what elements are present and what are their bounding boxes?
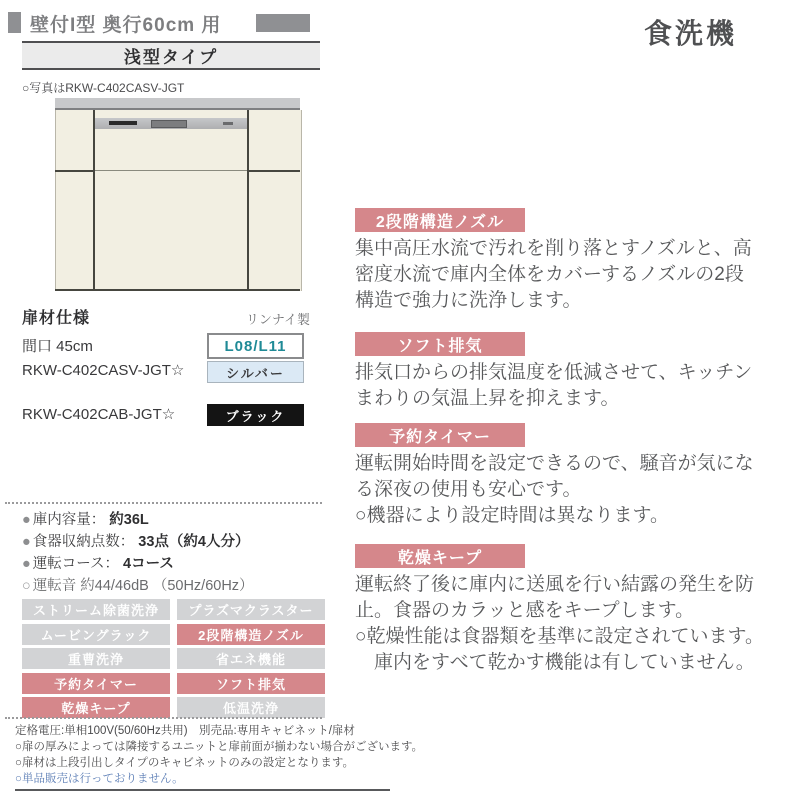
category-marker-square xyxy=(8,12,21,33)
color-badge-silver: シルバー xyxy=(207,361,304,383)
feature-tag-grid xyxy=(22,599,325,718)
control-handle xyxy=(151,120,187,128)
bullet-open-icon: ○ xyxy=(22,578,31,594)
spec-bullet-dishes xyxy=(22,531,327,553)
feature-badge-soft-exhaust: ソフト排気 xyxy=(355,332,525,356)
footnote-door-thickness: ○扉の厚みによっては隣接するユニットと扉前面が揃わない場合がございます。 xyxy=(15,741,424,753)
feature-badge-timer: 予約タイマー xyxy=(355,423,525,447)
page-title: 食洗機 xyxy=(644,18,738,49)
maker-label: リンナイ製 xyxy=(245,312,310,327)
width-label: 間口 45cm xyxy=(22,338,93,355)
category-bar xyxy=(256,14,310,32)
feature-tag-eco: 省エネ機能 xyxy=(177,648,325,669)
control-display xyxy=(109,121,137,125)
feature-text-line: 止。食器のカラッと感をキープします。 xyxy=(355,600,695,621)
feature-body-soft-exhaust xyxy=(355,360,800,412)
feature-tag-baking-soda: 重曹洗浄 xyxy=(22,648,170,669)
footnote-door-material: ○扉材は上段引出しタイプのキャビネットのみの設定となります。 xyxy=(15,757,354,769)
cabinet-gap-left xyxy=(93,110,95,291)
feature-text-line: 運転終了後に庫内に送風を行い結露の発生を防 xyxy=(355,574,755,595)
bottom-rule xyxy=(15,789,390,791)
footnote-block xyxy=(15,723,424,787)
spec-heading: 扉材仕様 xyxy=(22,310,91,327)
feature-text-line: 構造で強力に洗浄します。 xyxy=(355,290,582,311)
type-banner: 浅型タイプ xyxy=(22,41,320,70)
feature-text-line: る深夜の使用も安心です。 xyxy=(355,479,582,500)
dishwasher-door-seam xyxy=(95,170,247,171)
feature-body-dry-keep xyxy=(355,572,800,676)
feature-tag-stream-clean: ストリーム除菌洗浄 xyxy=(22,599,170,620)
dotted-divider-top xyxy=(5,502,322,504)
bullet-value: 33点（約4人分） xyxy=(138,534,250,550)
feature-text-line: 密度水流で庫内全体をカバーするノズルの2段 xyxy=(355,264,744,285)
left-drawer-seam xyxy=(55,170,93,172)
bullet-label: 食器収納点数： xyxy=(32,534,135,550)
feature-tag-dry-keep: 乾燥キープ xyxy=(22,697,170,718)
feature-tag-moving-rack: ムービングラック xyxy=(22,624,170,645)
bullet-label: 運転音 約44/46dB xyxy=(32,578,149,594)
category-label: 壁付I型 奥行60cm 用 xyxy=(30,15,222,36)
feature-tag-timer: 予約タイマー xyxy=(22,673,170,694)
feature-badge-2stage-nozzle: 2段階構造ノズル xyxy=(355,208,525,232)
cabinet-base-line xyxy=(55,289,300,291)
bullet-filled-icon: ● xyxy=(22,534,31,550)
feature-tag-plasmacluster: プラズマクラスター xyxy=(177,599,325,620)
feature-body-2stage-nozzle xyxy=(355,236,800,314)
feature-text-line: まわりの気温上昇を抑えます。 xyxy=(355,388,620,409)
color-badge-black: ブラック xyxy=(207,404,304,426)
countertop xyxy=(55,98,300,108)
spec-bullet-noise xyxy=(22,575,327,597)
feature-note-line: ○機器により設定時間は異なります。 xyxy=(355,505,669,526)
feature-note-line: ○乾燥性能は食器類を基準に設定されています。 xyxy=(355,626,764,647)
feature-text-line: 運転開始時間を設定できるので、騒音が気にな xyxy=(355,453,754,474)
photo-caption: ○写真はRKW-C402CASV-JGT xyxy=(22,81,185,95)
spec-bullet-courses xyxy=(22,553,327,575)
feature-tag-soft-exhaust: ソフト排気 xyxy=(177,673,325,694)
bullet-value: 約36L xyxy=(109,512,149,528)
feature-tag-2stage-nozzle: 2段階構造ノズル xyxy=(177,624,325,645)
bullet-value: 4コース xyxy=(123,556,174,572)
feature-body-timer xyxy=(355,451,800,529)
control-button xyxy=(223,122,233,125)
cabinet-gap-right xyxy=(247,110,249,291)
spec-bullet-list xyxy=(22,509,327,597)
product-photo xyxy=(55,98,300,300)
door-code-badge: L08/L11 xyxy=(207,333,304,359)
feature-badge-dry-keep: 乾燥キープ xyxy=(355,544,525,568)
right-drawer-seam xyxy=(249,170,300,172)
bullet-label: 庫内容量： xyxy=(32,512,106,528)
footnote-no-single-sale: ○単品販売は行っておりません。 xyxy=(15,773,184,785)
feature-note-line: 庫内をすべて乾かす機能は有していません。 xyxy=(355,652,755,673)
model-code-black: RKW-C402CAB-JGT☆ xyxy=(22,406,176,423)
bullet-filled-icon: ● xyxy=(22,556,31,572)
spec-bullet-capacity xyxy=(22,509,327,531)
footnote-rating: 定格電圧:単相100V(50/60Hz共用) 別売品:専用キャビネット/扉材 xyxy=(15,725,355,737)
feature-tag-low-temp: 低温洗浄 xyxy=(177,697,325,718)
bullet-value: （50Hz/60Hz） xyxy=(152,578,254,594)
feature-text-line: 集中高圧水流で汚れを削り落とすノズルと、高 xyxy=(355,238,752,259)
dotted-divider-bottom xyxy=(5,717,322,719)
bullet-filled-icon: ● xyxy=(22,512,31,528)
feature-text-line: 排気口からの排気温度を低減させて、キッチン xyxy=(355,362,753,383)
model-code-silver: RKW-C402CASV-JGT☆ xyxy=(22,362,185,379)
bullet-label: 運転コース： xyxy=(32,556,120,572)
